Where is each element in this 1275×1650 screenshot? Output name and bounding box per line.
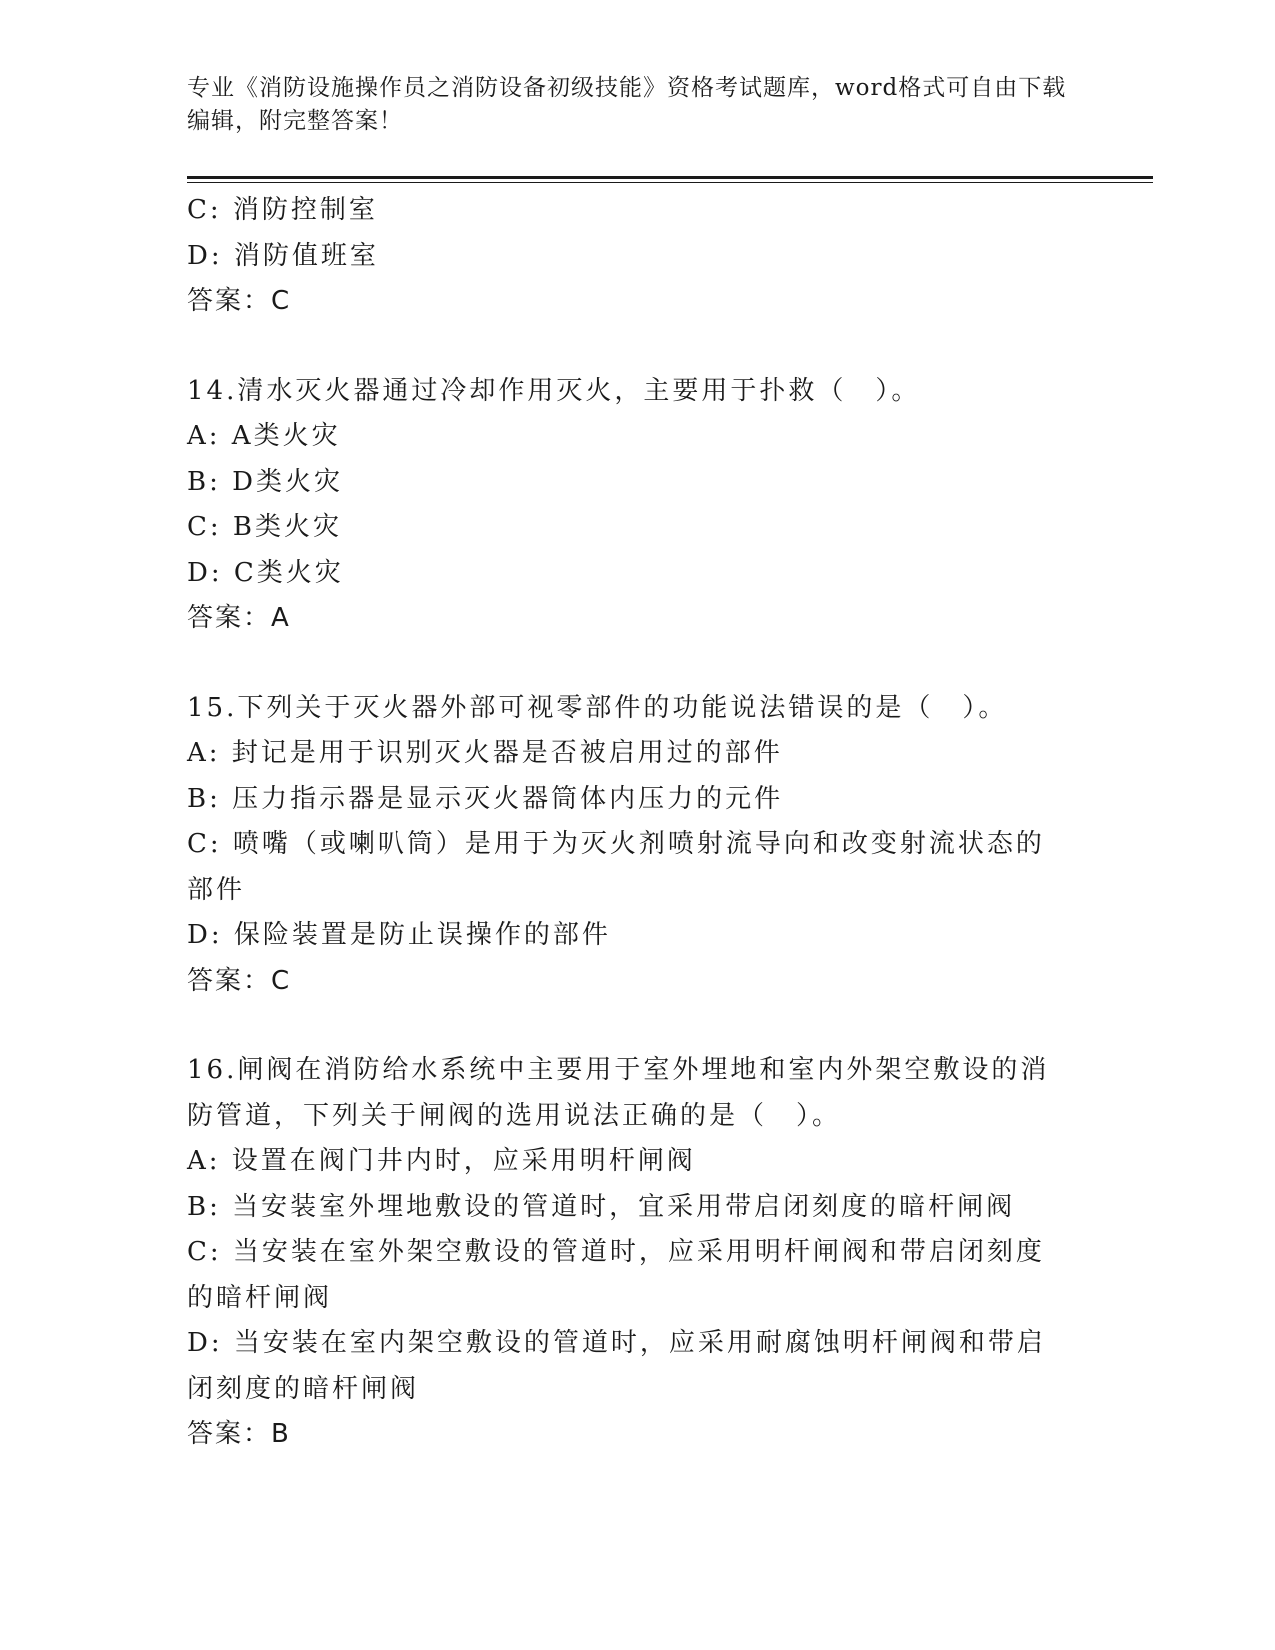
option-d: D: C类火灾 [187, 557, 344, 588]
option-c: C: B类火灾 [187, 512, 343, 542]
option-c: C: 喷嘴（或喇叭筒）是用于为灭火剂喷射流导向和改变射流状态的部件 [187, 829, 1045, 905]
option-a: A: 封记是用于识别灭火器是否被启用过的部件 [187, 738, 783, 768]
option-b: B: 当安装室外埋地敷设的管道时，宜采用带启闭刻度的暗杆闸阀 [187, 1191, 1016, 1222]
question-15 [187, 686, 1067, 1005]
option-c: C: 消防控制室 [187, 195, 378, 225]
option-d: D: 当安装在室内架空敷设的管道时，应采用耐腐蚀明杆闸阀和带启闭刻度的暗杆闸阀 [187, 1328, 1046, 1404]
question-16 [187, 1048, 1067, 1458]
answer-line: 答案：C [187, 965, 292, 996]
option-d: D: 保险装置是防止误操作的部件 [187, 920, 611, 950]
option-a: A: 设置在阀门井内时，应采用明杆闸阀 [187, 1146, 696, 1176]
option-b: B: 压力指示器是显示灭火器筒体内压力的元件 [187, 783, 784, 814]
header-divider-thin [187, 182, 1153, 183]
question-stem: 16.闸阀在消防给水系统中主要用于室外埋地和室内外架空敷设的消防管道，下列关于闸阀的选用说法正确的是（ ）。 [187, 1055, 1050, 1131]
question-14 [187, 369, 1067, 642]
answer-line: 答案：A [187, 603, 291, 633]
answer-line: 答案：B [187, 1419, 291, 1449]
page-header: 专业《消防设施操作员之消防设备初级技能》资格考试题库，word格式可自由下载编辑，附完整答案！ [187, 75, 1067, 134]
continued-question [187, 188, 1067, 325]
question-stem: 14.清水灭火器通过冷却作用灭火，主要用于扑救（ ）。 [187, 375, 921, 406]
option-d: D: 消防值班室 [187, 240, 379, 271]
option-c: C: 当安装在室外架空敷设的管道时，应采用明杆闸阀和带启闭刻度的暗杆闸阀 [187, 1237, 1045, 1313]
option-a: A: A类火灾 [187, 421, 341, 451]
answer-line: 答案：C [187, 286, 292, 316]
option-b: B: D类火灾 [187, 466, 343, 497]
question-stem: 15.下列关于灭火器外部可视零部件的功能说法错误的是（ ）。 [187, 692, 1008, 723]
question-content [187, 188, 1067, 1458]
header-divider-thick [187, 176, 1153, 179]
